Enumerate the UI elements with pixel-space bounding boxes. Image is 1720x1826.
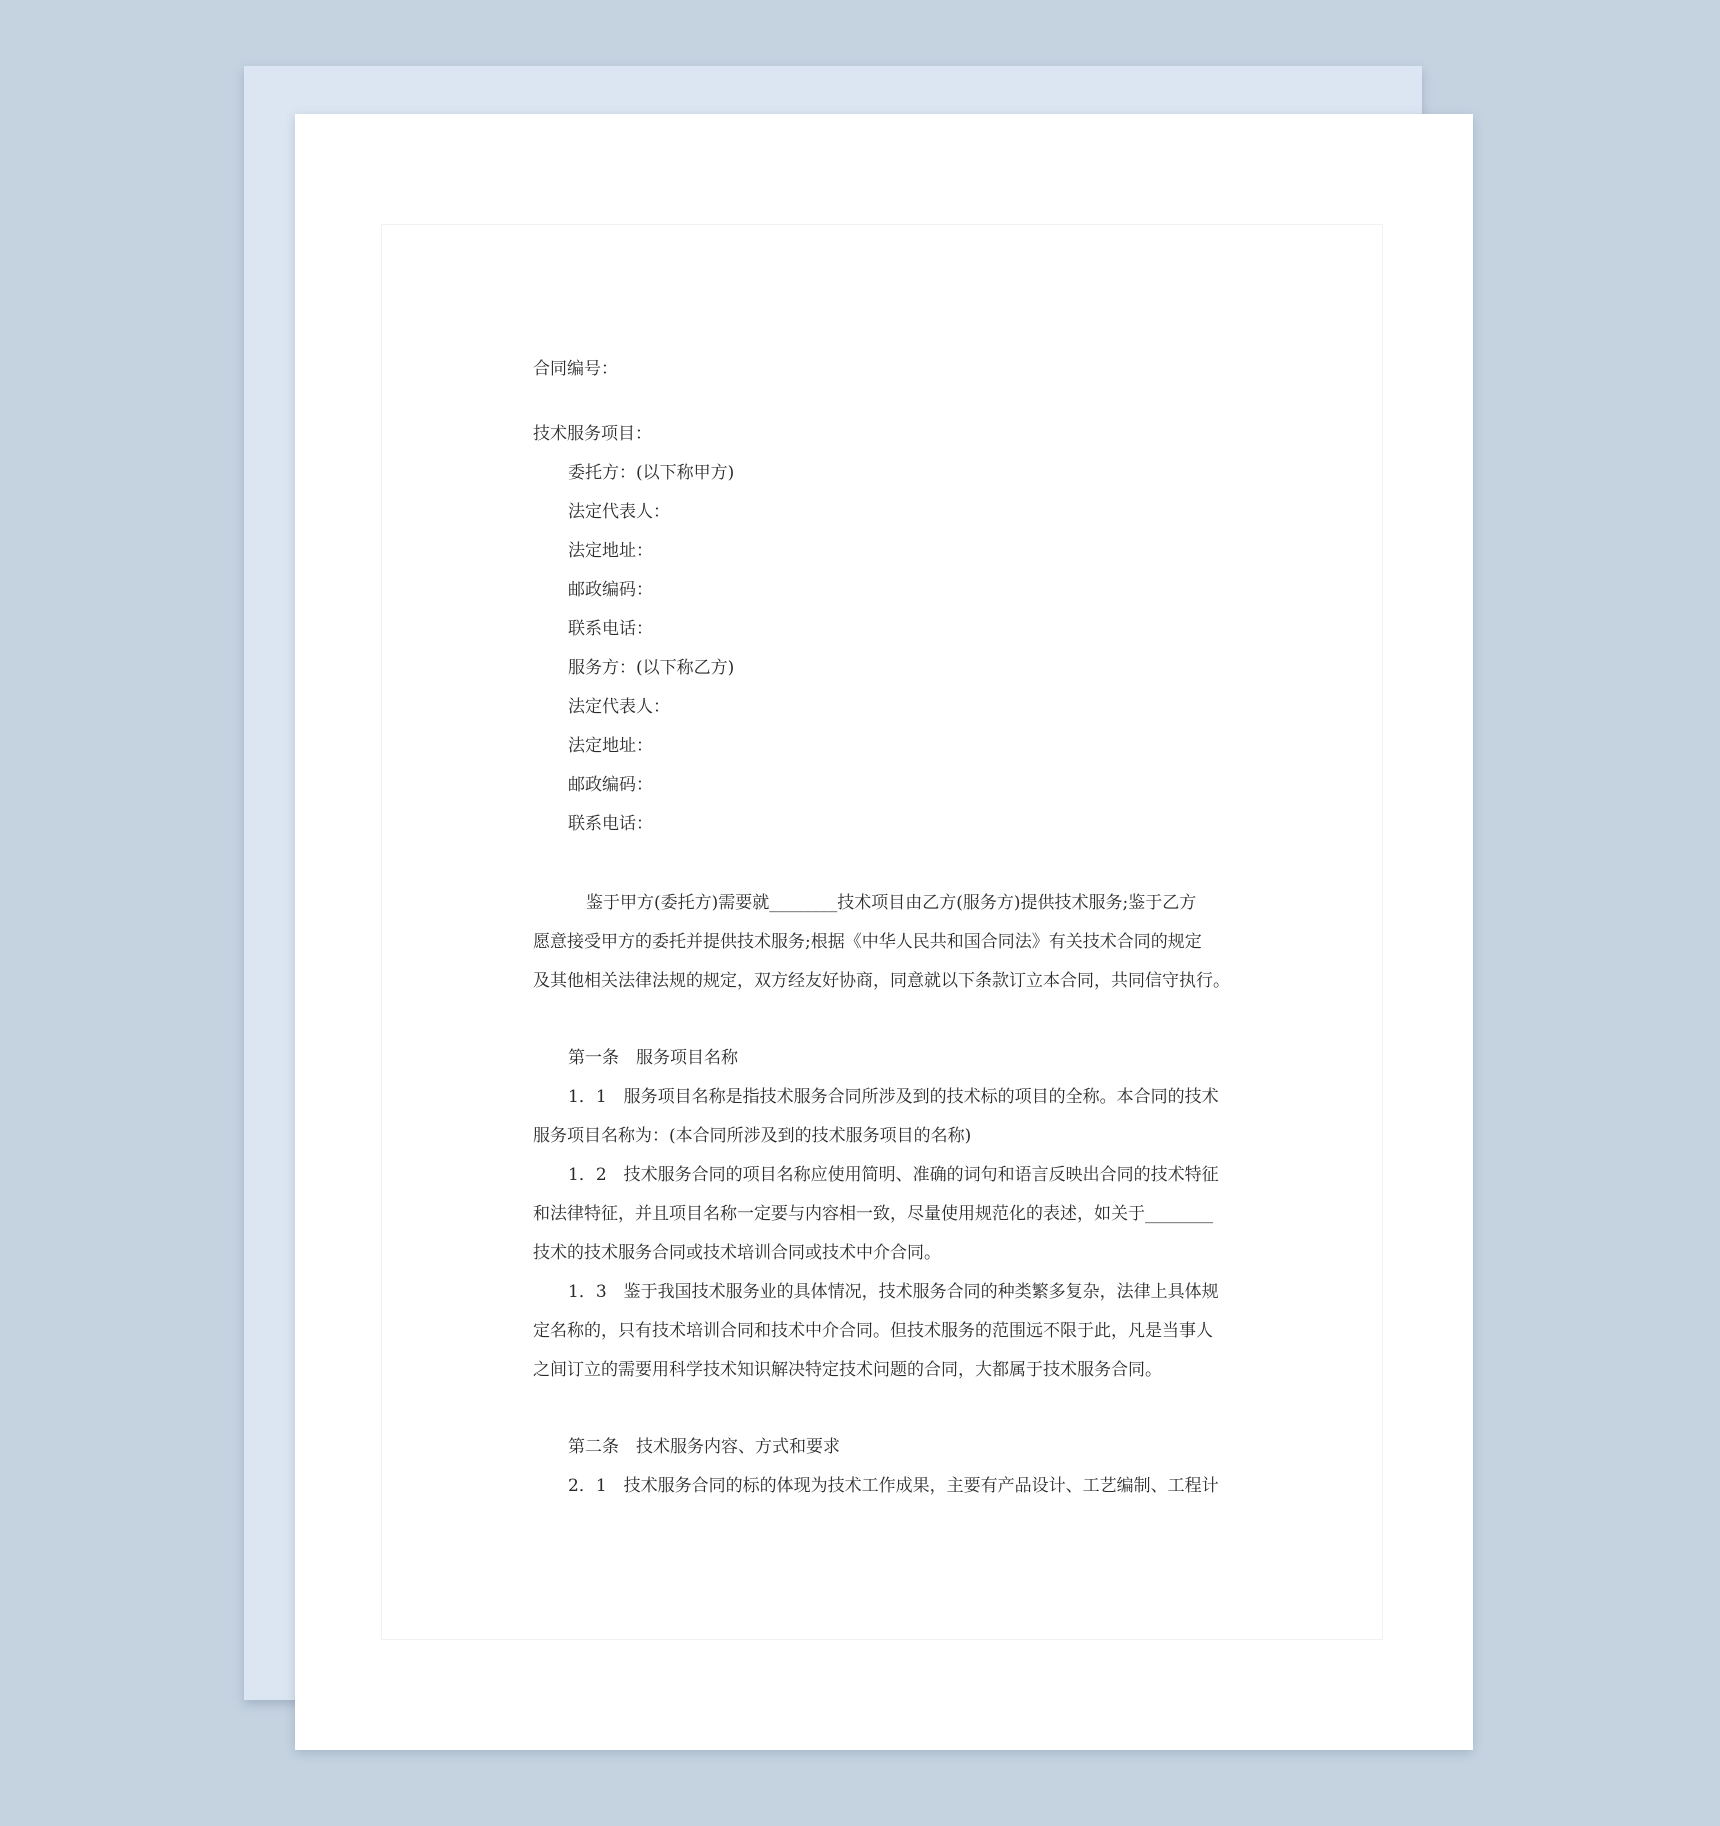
party-b-label: 服务方：(以下称乙方) <box>568 658 735 678</box>
party-b-postcode: 邮政编码： <box>568 775 653 795</box>
party-a-phone: 联系电话： <box>568 619 653 639</box>
party-b-address: 法定地址： <box>568 736 653 756</box>
preamble-line: 鉴于甲方(委托方)需要就________技术项目由乙方(服务方)提供技术服务;鉴于乙方 <box>586 893 1197 913</box>
clause-line: 1．1 服务项目名称是指技术服务合同所涉及到的技术标的项目的全称。本合同的技术 <box>568 1087 1219 1107</box>
clause-line: 和法律特征，并且项目名称一定要与内容相一致，尽量使用规范化的表述，如关于________ <box>533 1204 1213 1224</box>
preamble-line: 及其他相关法律法规的规定，双方经友好协商，同意就以下条款订立本合同，共同信守执行。 <box>533 971 1230 991</box>
party-a-representative: 法定代表人： <box>568 502 670 522</box>
party-a-label: 委托方：(以下称甲方) <box>568 463 735 483</box>
clause-1-1 <box>533 1078 1233 1156</box>
preamble-line: 愿意接受甲方的委托并提供技术服务;根据《中华人民共和国合同法》有关技术合同的规定 <box>533 932 1202 952</box>
clause-line: 技术的技术服务合同或技术培训合同或技术中介合同。 <box>533 1243 941 1263</box>
clause-2-1: 2．1 技术服务合同的标的体现为技术工作成果，主要有产品设计、工艺编制、工程计 <box>568 1476 1219 1496</box>
article-2-title: 第二条 技术服务内容、方式和要求 <box>568 1437 840 1457</box>
contract-number-field: 合同编号： <box>533 359 618 379</box>
document-body <box>533 350 1233 1506</box>
document-page <box>295 114 1473 1750</box>
party-b-representative: 法定代表人： <box>568 697 670 717</box>
party-b-phone: 联系电话： <box>568 814 653 834</box>
article-1-title: 第一条 服务项目名称 <box>568 1048 738 1068</box>
party-a-address: 法定地址： <box>568 541 653 561</box>
service-project-field: 技术服务项目： <box>533 424 652 444</box>
clause-line: 1．3 鉴于我国技术服务业的具体情况，技术服务合同的种类繁多复杂，法律上具体规 <box>568 1282 1219 1302</box>
clause-1-2 <box>533 1156 1233 1273</box>
party-a-postcode: 邮政编码： <box>568 580 653 600</box>
clause-line: 之间订立的需要用科学技术知识解决特定技术问题的合同，大都属于技术服务合同。 <box>533 1360 1162 1380</box>
clause-line: 定名称的，只有技术培训合同和技术中介合同。但技术服务的范围远不限于此，凡是当事人 <box>533 1321 1213 1341</box>
clause-line: 服务项目名称为：(本合同所涉及到的技术服务项目的名称) <box>533 1126 972 1146</box>
preamble-paragraph <box>533 884 1233 1001</box>
clause-line: 1．2 技术服务合同的项目名称应使用简明、准确的词句和语言反映出合同的技术特征 <box>568 1165 1219 1185</box>
clause-1-3 <box>533 1273 1233 1390</box>
